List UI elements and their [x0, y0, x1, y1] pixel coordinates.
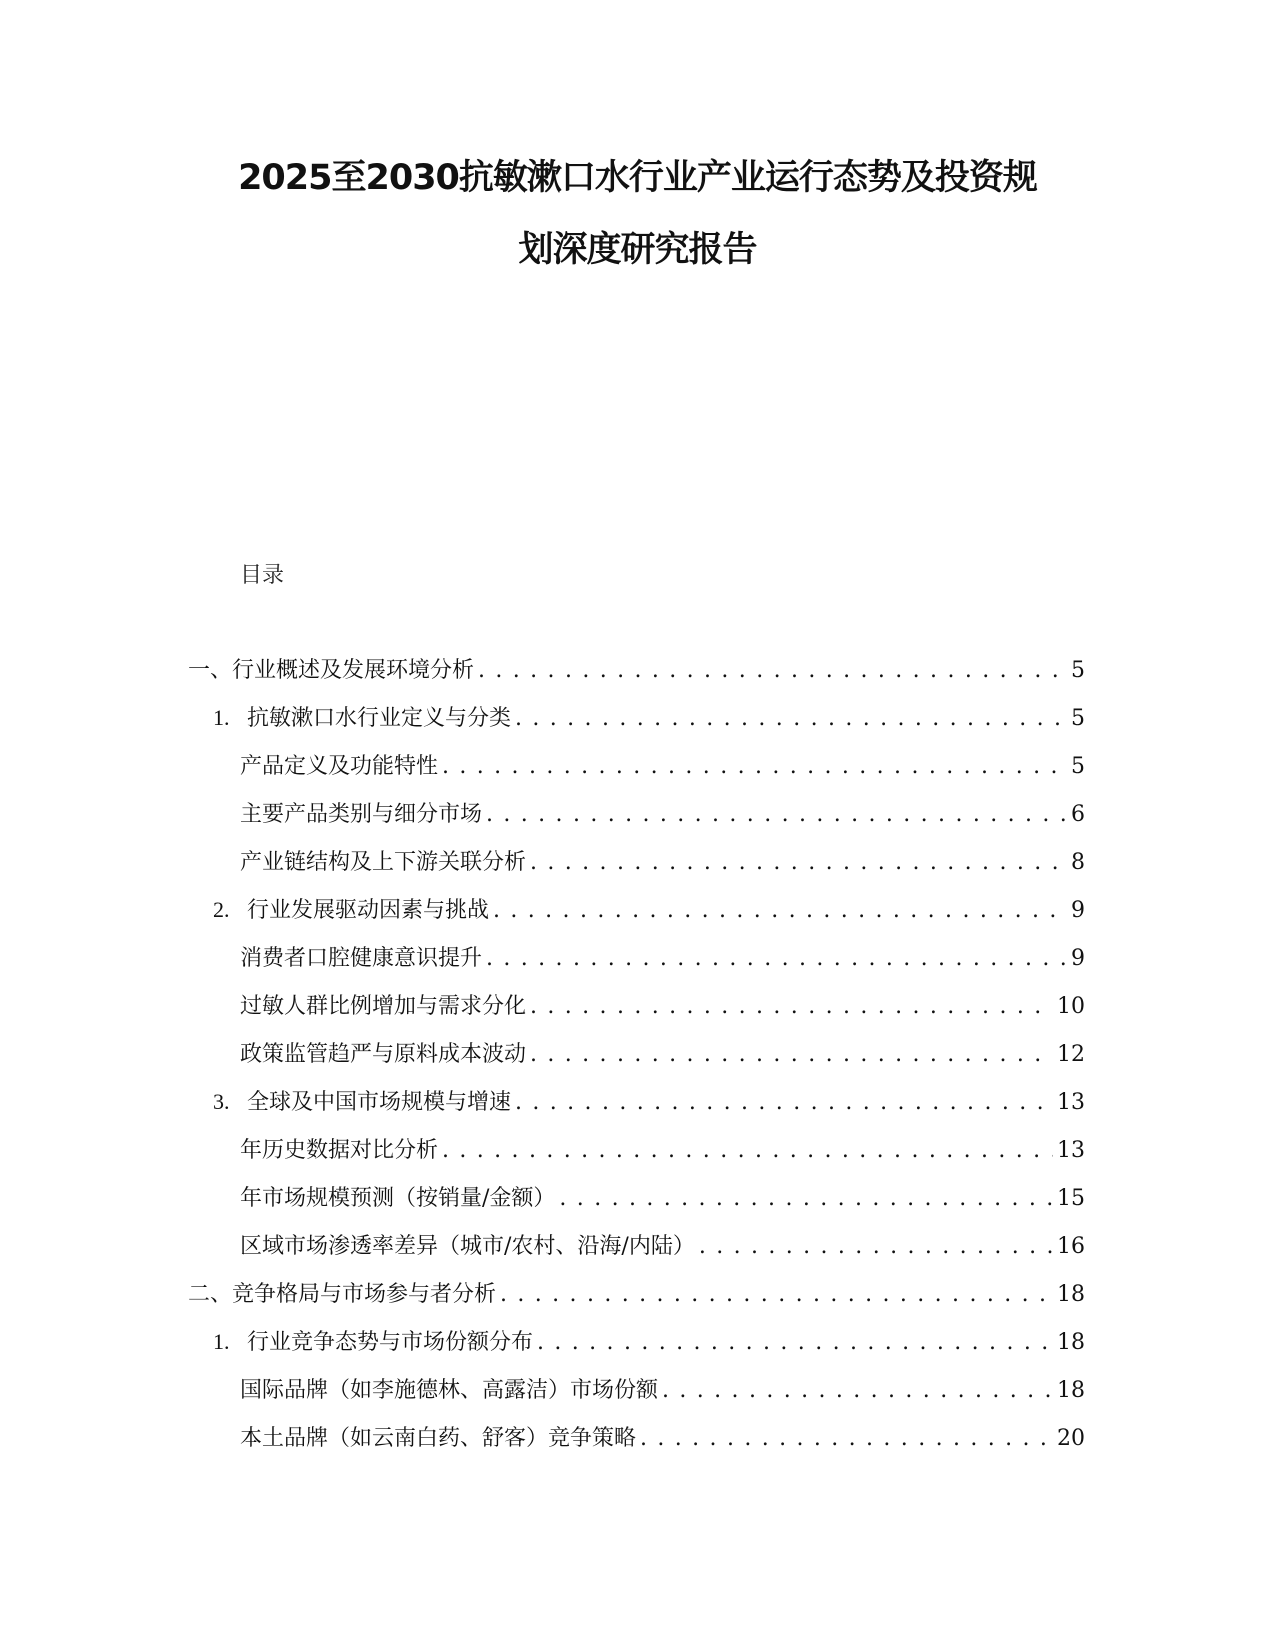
- toc-leader-dots: [559, 1186, 1053, 1211]
- toc-leader-dots: [442, 1138, 1053, 1163]
- toc-entry-label: 国际品牌（如李施德林、高露洁）市场份额: [240, 1378, 659, 1403]
- toc-entry-number: 2.: [213, 897, 230, 922]
- toc-page-number: 13: [1057, 1138, 1085, 1163]
- toc-leader-dots: [537, 1330, 1053, 1355]
- toc-entry[interactable]: [240, 941, 1085, 971]
- toc-entry-label: 行业发展驱动因素与挑战: [247, 898, 490, 923]
- toc-entry-label: 过敏人群比例增加与需求分化: [240, 994, 527, 1019]
- toc-page-number: 8: [1071, 850, 1085, 875]
- toc-page-number: 18: [1057, 1330, 1085, 1355]
- toc-leader-dots: [500, 1282, 1053, 1307]
- toc-entry-label: 政策监管趋严与原料成本波动: [240, 1042, 527, 1067]
- toc-leader-dots: [442, 754, 1067, 779]
- toc-entry-number: 1.: [213, 705, 230, 730]
- toc-page-number: 20: [1057, 1426, 1085, 1451]
- toc-page-number: 12: [1057, 1042, 1085, 1067]
- report-title-line1: 2025至2030抗敏漱口水行业产业运行态势及投资规: [238, 158, 1037, 198]
- toc-entry[interactable]: [213, 893, 1085, 923]
- toc-page-number: 18: [1057, 1282, 1085, 1307]
- toc-entry-label: 主要产品类别与细分市场: [240, 802, 483, 827]
- toc-leader-dots: [515, 1090, 1053, 1115]
- report-title-line2: 划深度研究报告: [518, 230, 757, 270]
- toc-entry[interactable]: [213, 1085, 1085, 1115]
- toc-leader-dots: [530, 994, 1053, 1019]
- toc-entry[interactable]: [240, 797, 1085, 827]
- toc-entry-label: 抗敏漱口水行业定义与分类: [247, 706, 512, 731]
- toc-entry[interactable]: [188, 653, 1085, 683]
- toc-heading: 目录: [240, 563, 285, 588]
- toc-leader-dots: [662, 1378, 1053, 1403]
- toc-entry-label: 区域市场渗透率差异（城市/农村、沿海/内陆）: [240, 1234, 695, 1259]
- toc-page-number: 13: [1057, 1090, 1085, 1115]
- toc-entry-label: 产品定义及功能特性: [240, 754, 439, 779]
- toc-entry-label: 产业链结构及上下游关联分析: [240, 850, 527, 875]
- toc-page-number: 9: [1071, 946, 1085, 971]
- toc-leader-dots: [530, 1042, 1053, 1067]
- toc-leader-dots: [486, 946, 1067, 971]
- toc-entry[interactable]: [240, 1181, 1085, 1211]
- toc-page-number: 15: [1057, 1186, 1085, 1211]
- toc-entry[interactable]: [240, 845, 1085, 875]
- toc-leader-dots: [493, 898, 1067, 923]
- toc-entry-label: 本土品牌（如云南白药、舒客）竞争策略: [240, 1426, 637, 1451]
- toc-entry-label: 行业竞争态势与市场份额分布: [247, 1330, 534, 1355]
- toc-page-number: 9: [1071, 898, 1085, 923]
- toc-page-number: 10: [1057, 994, 1085, 1019]
- toc-entry[interactable]: [240, 749, 1085, 779]
- toc-entry[interactable]: [188, 1277, 1085, 1307]
- toc-page-number: 5: [1071, 754, 1085, 779]
- toc-entry[interactable]: [240, 1133, 1085, 1163]
- toc-entry-number: 1.: [213, 1329, 230, 1354]
- toc-page-number: 5: [1071, 706, 1085, 731]
- toc-entry[interactable]: [213, 701, 1085, 731]
- toc-entry-number: 3.: [213, 1089, 230, 1114]
- toc-entry[interactable]: [240, 1229, 1085, 1259]
- toc-page-number: 18: [1057, 1378, 1085, 1403]
- toc-page-number: 5: [1071, 658, 1085, 683]
- toc-entry-label: 年历史数据对比分析: [240, 1138, 439, 1163]
- toc-leader-dots: [486, 802, 1067, 827]
- toc-entry[interactable]: [240, 1421, 1085, 1451]
- toc-leader-dots: [478, 658, 1067, 683]
- toc-entry[interactable]: [240, 1373, 1085, 1403]
- toc-entry-label: 全球及中国市场规模与增速: [247, 1090, 512, 1115]
- toc-entry[interactable]: [240, 1037, 1085, 1067]
- toc-page-number: 16: [1057, 1234, 1085, 1259]
- toc-entry-label: 一、行业概述及发展环境分析: [188, 658, 475, 683]
- toc-entry-label: 消费者口腔健康意识提升: [240, 946, 483, 971]
- toc-entry-label: 年市场规模预测（按销量/金额）: [240, 1186, 556, 1211]
- toc-entry-label: 二、竞争格局与市场参与者分析: [188, 1282, 497, 1307]
- toc-entry[interactable]: [240, 989, 1085, 1019]
- toc-leader-dots: [515, 706, 1067, 731]
- toc-leader-dots: [640, 1426, 1053, 1451]
- toc-leader-dots: [699, 1234, 1053, 1259]
- toc-leader-dots: [530, 850, 1067, 875]
- toc-entry[interactable]: [213, 1325, 1085, 1355]
- toc-page-number: 6: [1071, 802, 1085, 827]
